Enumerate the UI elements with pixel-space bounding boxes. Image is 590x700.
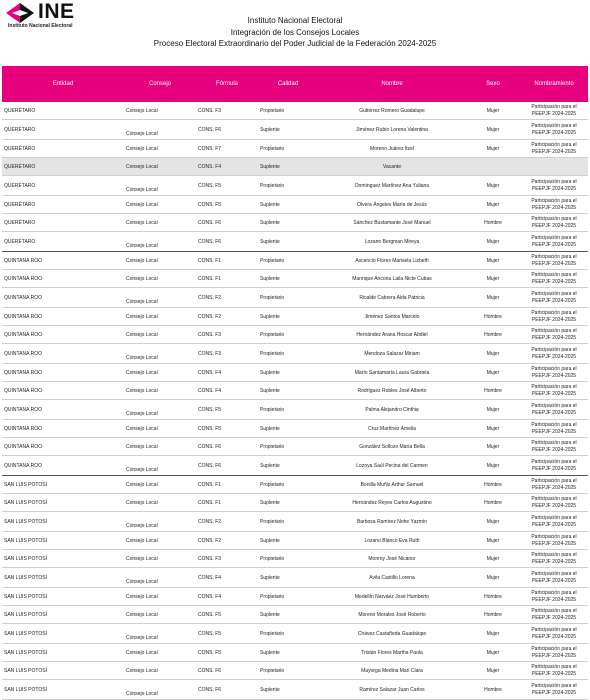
cell-nombramiento: Participación para el PEEPJF 2024-2025 <box>520 624 588 644</box>
cell-calidad: Propietario <box>258 344 318 364</box>
cell-formula: CONS. F3 <box>196 344 258 364</box>
cell-consejo: Consejo Local <box>124 344 196 364</box>
cell-entidad: QUINTANA ROO <box>2 344 124 364</box>
cell-calidad: Propietario <box>258 476 318 494</box>
cell-nombre: Marín Santamaría Laura Gabriela <box>318 364 466 382</box>
cell-consejo: Consejo Local <box>124 662 196 680</box>
cell-nombramiento: Participación para el PEEPJF 2024-2025 <box>520 568 588 588</box>
cell-formula: CONS. F1 <box>196 494 258 512</box>
column-header-sexo: Sexo <box>466 66 520 102</box>
cell-nombramiento: Participación para el PEEPJF 2024-2025 <box>520 644 588 662</box>
cell-nombramiento: Participación para el PEEPJF 2024-2025 <box>520 512 588 532</box>
cell-sexo: Hombre <box>466 308 520 326</box>
cell-consejo: Consejo Local <box>124 550 196 568</box>
cell-entidad: QUERÉTARO <box>2 232 124 252</box>
cell-formula: CONS. F6 <box>196 214 258 232</box>
cell-sexo: Hombre <box>466 326 520 344</box>
cell-entidad: SAN LUIS POTOSÍ <box>2 644 124 662</box>
column-header-consejo: Consejo <box>124 66 196 102</box>
cell-entidad: QUINTANA ROO <box>2 456 124 476</box>
cell-calidad: Suplente <box>258 158 318 176</box>
table-header-row <box>2 66 588 102</box>
header-line-1: Instituto Nacional Electoral <box>247 16 343 25</box>
cell-consejo: Consejo Local <box>124 326 196 344</box>
cell-sexo: Mujer <box>466 532 520 550</box>
cell-consejo: Consejo Local <box>124 102 196 120</box>
cell-calidad: Suplente <box>258 120 318 140</box>
cell-formula: CONS. F4 <box>196 568 258 588</box>
cell-entidad: QUINTANA ROO <box>2 382 124 400</box>
cell-sexo: Mujer <box>466 102 520 120</box>
cell-consejo: Consejo Local <box>124 382 196 400</box>
cell-formula: CONS. F5 <box>196 624 258 644</box>
cell-nombramiento: Participación para el PEEPJF 2024-2025 <box>520 456 588 476</box>
cell-calidad: Propietario <box>258 102 318 120</box>
cell-nombre: Bonilla Muñiz Arthur Samuel <box>318 476 466 494</box>
cell-sexo: Hombre <box>466 214 520 232</box>
cell-consejo: Consejo Local <box>124 456 196 476</box>
cell-entidad: SAN LUIS POTOSÍ <box>2 476 124 494</box>
cell-nombramiento: Participación para el PEEPJF 2024-2025 <box>520 252 588 270</box>
cell-calidad: Propietario <box>258 326 318 344</box>
cell-consejo: Consejo Local <box>124 494 196 512</box>
table-row <box>2 512 588 532</box>
cell-formula: CONS. F1 <box>196 252 258 270</box>
cell-sexo: Mujer <box>466 400 520 420</box>
cell-sexo: Mujer <box>466 438 520 456</box>
cell-calidad: Suplente <box>258 456 318 476</box>
cell-sexo: Mujer <box>466 364 520 382</box>
cell-nombramiento: Participación para el PEEPJF 2024-2025 <box>520 102 588 120</box>
cell-consejo: Consejo Local <box>124 140 196 158</box>
cell-entidad: QUINTANA ROO <box>2 252 124 270</box>
cell-sexo: Mujer <box>466 176 520 196</box>
cell-consejo: Consejo Local <box>124 232 196 252</box>
cell-formula: CONS. F5 <box>196 176 258 196</box>
cell-consejo: Consejo Local <box>124 644 196 662</box>
cell-nombre: Tristán Flores Martha Paola <box>318 644 466 662</box>
table-row <box>2 288 588 308</box>
cell-consejo: Consejo Local <box>124 532 196 550</box>
cell-consejo: Consejo Local <box>124 120 196 140</box>
cell-sexo: Hombre <box>466 680 520 700</box>
cell-nombramiento: Participación para el PEEPJF 2024-2025 <box>520 382 588 400</box>
column-header-calidad: Calidad <box>258 66 318 102</box>
cell-nombramiento: Participación para el PEEPJF 2024-2025 <box>520 550 588 568</box>
cell-sexo: Mujer <box>466 550 520 568</box>
cell-calidad: Propietario <box>258 288 318 308</box>
cell-formula: CONS. F5 <box>196 196 258 214</box>
cell-nombre: Hernández Reyes Carlos Augustino <box>318 494 466 512</box>
cell-sexo: Mujer <box>466 624 520 644</box>
cell-calidad: Suplente <box>258 606 318 624</box>
cell-entidad: SAN LUIS POTOSÍ <box>2 494 124 512</box>
cell-sexo: Mujer <box>466 344 520 364</box>
cell-nombre: González Sollozo María Bella <box>318 438 466 456</box>
cell-formula: CONS. F3 <box>196 326 258 344</box>
table-row <box>2 214 588 232</box>
table-row <box>2 270 588 288</box>
column-header-formula: Fórmula <box>196 66 258 102</box>
cell-formula: CONS. F2 <box>196 308 258 326</box>
table-row <box>2 102 588 120</box>
cell-entidad: QUERÉTARO <box>2 158 124 176</box>
cell-sexo: Mujer <box>466 568 520 588</box>
header-line-2: Integración de los Consejos Locales <box>230 27 360 37</box>
cell-entidad: QUERÉTARO <box>2 214 124 232</box>
cell-formula: CONS. F5 <box>196 606 258 624</box>
cell-nombramiento <box>520 158 588 176</box>
table-row <box>2 400 588 420</box>
cell-sexo: Hombre <box>466 588 520 606</box>
cell-nombre: Gutiérrez Romero Guadalupe <box>318 102 466 120</box>
table-row <box>2 120 588 140</box>
cell-consejo: Consejo Local <box>124 476 196 494</box>
cell-nombramiento: Participación para el PEEPJF 2024-2025 <box>520 288 588 308</box>
cell-nombre: Medellín Narváez José Humberto <box>318 588 466 606</box>
cell-entidad: QUINTANA ROO <box>2 364 124 382</box>
column-header-entidad: Entidad <box>2 66 124 102</box>
table-row <box>2 568 588 588</box>
table-row <box>2 176 588 196</box>
cell-formula: CONS. F2 <box>196 288 258 308</box>
cell-nombramiento: Participación para el PEEPJF 2024-2025 <box>520 364 588 382</box>
cell-nombramiento: Participación para el PEEPJF 2024-2025 <box>520 214 588 232</box>
cell-sexo: Hombre <box>466 382 520 400</box>
cell-nombre: Mendoza Salazar Miriam <box>318 344 466 364</box>
cell-entidad: QUERÉTARO <box>2 196 124 214</box>
cell-consejo: Consejo Local <box>124 624 196 644</box>
cell-formula: CONS. F6 <box>196 232 258 252</box>
table-row <box>2 232 588 252</box>
table-row <box>2 382 588 400</box>
cell-consejo: Consejo Local <box>124 176 196 196</box>
cell-nombre: Jiménez Rubio Lorena Valentina <box>318 120 466 140</box>
cell-nombre: Barbosa Ramírez Nohe Yazmín <box>318 512 466 532</box>
cell-sexo <box>466 158 520 176</box>
cell-sexo: Mujer <box>466 252 520 270</box>
cell-calidad: Propietario <box>258 438 318 456</box>
cell-nombre: Ramírez Salazar Juan Carlos <box>318 680 466 700</box>
table-row <box>2 308 588 326</box>
cell-nombre: Palma Alejandro Cinthia <box>318 400 466 420</box>
cell-consejo: Consejo Local <box>124 400 196 420</box>
cell-formula: CONS. F4 <box>196 364 258 382</box>
cell-formula: CONS. F7 <box>196 140 258 158</box>
table-row <box>2 158 588 176</box>
cell-entidad: SAN LUIS POTOSÍ <box>2 588 124 606</box>
consejos-table <box>2 66 588 700</box>
cell-formula: CONS. F3 <box>196 550 258 568</box>
cell-nombramiento: Participación para el PEEPJF 2024-2025 <box>520 588 588 606</box>
cell-sexo: Mujer <box>466 196 520 214</box>
cell-calidad: Suplente <box>258 232 318 252</box>
cell-formula: CONS. F6 <box>196 456 258 476</box>
cell-consejo: Consejo Local <box>124 158 196 176</box>
cell-consejo: Consejo Local <box>124 364 196 382</box>
cell-nombramiento: Participación para el PEEPJF 2024-2025 <box>520 532 588 550</box>
cell-nombre: Manrique Ancona Laila Nicte Cubas <box>318 270 466 288</box>
cell-calidad: Suplente <box>258 680 318 700</box>
cell-entidad: QUINTANA ROO <box>2 438 124 456</box>
cell-nombre: Sánchez Bustamante José Manuel <box>318 214 466 232</box>
cell-nombre: Domínguez Martínez Ana Yuliana <box>318 176 466 196</box>
cell-nombre: Moreno Morales José Roberto <box>318 606 466 624</box>
cell-sexo: Mujer <box>466 140 520 158</box>
cell-nombramiento: Participación para el PEEPJF 2024-2025 <box>520 438 588 456</box>
cell-consejo: Consejo Local <box>124 438 196 456</box>
cell-entidad: QUINTANA ROO <box>2 420 124 438</box>
cell-sexo: Hombre <box>466 606 520 624</box>
cell-nombramiento: Participación para el PEEPJF 2024-2025 <box>520 326 588 344</box>
cell-sexo: Hombre <box>466 476 520 494</box>
cell-calidad: Propietario <box>258 176 318 196</box>
cell-entidad: QUERÉTARO <box>2 120 124 140</box>
table-row <box>2 680 588 700</box>
cell-consejo: Consejo Local <box>124 680 196 700</box>
cell-nombre: Chávez Castañeda Guadalupe <box>318 624 466 644</box>
cell-entidad: SAN LUIS POTOSÍ <box>2 568 124 588</box>
header-line-3: Proceso Electoral Extraordinario del Poder Judicial de la Federación 2024-2025 <box>153 39 437 48</box>
cell-entidad: QUINTANA ROO <box>2 308 124 326</box>
cell-formula: CONS. F5 <box>196 400 258 420</box>
cell-nombre: Avila Castillo Lorena <box>318 568 466 588</box>
cell-formula: CONS. F1 <box>196 270 258 288</box>
cell-formula: CONS. F5 <box>196 420 258 438</box>
cell-calidad: Suplente <box>258 644 318 662</box>
cell-nombramiento: Participación para el PEEPJF 2024-2025 <box>520 120 588 140</box>
table-row <box>2 196 588 214</box>
table-row <box>2 252 588 270</box>
cell-consejo: Consejo Local <box>124 568 196 588</box>
cell-formula: CONS. F6 <box>196 120 258 140</box>
cell-sexo: Mujer <box>466 270 520 288</box>
cell-consejo: Consejo Local <box>124 252 196 270</box>
cell-calidad: Propietario <box>258 624 318 644</box>
cell-nombre: Cruz Martínez Amelia <box>318 420 466 438</box>
cell-formula: CONS. F2 <box>196 512 258 532</box>
cell-consejo: Consejo Local <box>124 214 196 232</box>
cell-nombre: Lozoya Saúl Pecina del Carmen <box>318 456 466 476</box>
cell-sexo: Mujer <box>466 420 520 438</box>
cell-nombramiento: Participación para el PEEPJF 2024-2025 <box>520 232 588 252</box>
cell-sexo: Mujer <box>466 662 520 680</box>
cell-formula: CONS. F4 <box>196 382 258 400</box>
cell-sexo: Mujer <box>466 232 520 252</box>
cell-entidad: SAN LUIS POTOSÍ <box>2 512 124 532</box>
cell-nombramiento: Participación para el PEEPJF 2024-2025 <box>520 176 588 196</box>
table-row <box>2 550 588 568</box>
cell-calidad: Suplente <box>258 308 318 326</box>
table-row <box>2 344 588 364</box>
cell-nombre: Ascencio Flores Marisela Lizbeth <box>318 252 466 270</box>
table-row <box>2 326 588 344</box>
cell-entidad: SAN LUIS POTOSÍ <box>2 532 124 550</box>
cell-nombre: Mayorga Medina Mari Clara <box>318 662 466 680</box>
cell-calidad: Suplente <box>258 364 318 382</box>
cell-nombre: Lozano Blanco Eva Ruth <box>318 532 466 550</box>
cell-calidad: Suplente <box>258 382 318 400</box>
table-row <box>2 532 588 550</box>
cell-nombramiento: Participación para el PEEPJF 2024-2025 <box>520 308 588 326</box>
cell-nombramiento: Participación para el PEEPJF 2024-2025 <box>520 400 588 420</box>
cell-entidad: QUERÉTARO <box>2 140 124 158</box>
cell-calidad: Suplente <box>258 270 318 288</box>
cell-nombre: Monroy José Nicanor <box>318 550 466 568</box>
cell-calidad: Suplente <box>258 420 318 438</box>
table-row <box>2 494 588 512</box>
column-header-nombre: Nombre <box>318 66 466 102</box>
cell-consejo: Consejo Local <box>124 270 196 288</box>
cell-formula: CONS. F2 <box>196 532 258 550</box>
cell-nombre: Hernández Arana Hoscar Abdiel <box>318 326 466 344</box>
table-row <box>2 140 588 158</box>
column-header-nombramiento: Nombramiento <box>520 66 588 102</box>
cell-sexo: Mujer <box>466 288 520 308</box>
cell-nombramiento: Participación para el PEEPJF 2024-2025 <box>520 494 588 512</box>
cell-nombramiento: Participación para el PEEPJF 2024-2025 <box>520 196 588 214</box>
cell-formula: CONS. F3 <box>196 102 258 120</box>
cell-sexo: Hombre <box>466 494 520 512</box>
cell-calidad: Propietario <box>258 662 318 680</box>
cell-consejo: Consejo Local <box>124 196 196 214</box>
cell-nombramiento: Participación para el PEEPJF 2024-2025 <box>520 140 588 158</box>
cell-nombramiento: Participación para el PEEPJF 2024-2025 <box>520 606 588 624</box>
cell-calidad: Propietario <box>258 550 318 568</box>
cell-nombramiento: Participación para el PEEPJF 2024-2025 <box>520 680 588 700</box>
table-row <box>2 438 588 456</box>
logo-name: INE <box>38 0 75 23</box>
cell-calidad: Propietario <box>258 252 318 270</box>
cell-entidad: QUERÉTARO <box>2 102 124 120</box>
cell-entidad: SAN LUIS POTOSÍ <box>2 680 124 700</box>
cell-nombre: Olvera Ángeles María de Jesús <box>318 196 466 214</box>
logo-subtitle: Instituto Nacional Electoral <box>8 23 73 29</box>
cell-entidad: QUINTANA ROO <box>2 288 124 308</box>
cell-formula: CONS. F6 <box>196 680 258 700</box>
cell-calidad: Suplente <box>258 494 318 512</box>
table-row <box>2 624 588 644</box>
cell-entidad: QUERÉTARO <box>2 176 124 196</box>
table-row <box>2 456 588 476</box>
cell-calidad: Propietario <box>258 400 318 420</box>
cell-calidad: Propietario <box>258 512 318 532</box>
cell-entidad: SAN LUIS POTOSÍ <box>2 606 124 624</box>
cell-entidad: SAN LUIS POTOSÍ <box>2 624 124 644</box>
table-row <box>2 420 588 438</box>
cell-calidad: Suplente <box>258 196 318 214</box>
cell-consejo: Consejo Local <box>124 288 196 308</box>
cell-formula: CONS. F1 <box>196 476 258 494</box>
cell-nombramiento: Participación para el PEEPJF 2024-2025 <box>520 662 588 680</box>
cell-nombre: Lozano Bergman Mireya <box>318 232 466 252</box>
cell-nombramiento: Participación para el PEEPJF 2024-2025 <box>520 476 588 494</box>
cell-nombramiento: Participación para el PEEPJF 2024-2025 <box>520 344 588 364</box>
cell-formula: CONS. F4 <box>196 158 258 176</box>
cell-formula: CONS. F4 <box>196 588 258 606</box>
cell-consejo: Consejo Local <box>124 420 196 438</box>
cell-consejo: Consejo Local <box>124 512 196 532</box>
cell-formula: CONS. F5 <box>196 644 258 662</box>
cell-sexo: Mujer <box>466 512 520 532</box>
cell-entidad: SAN LUIS POTOSÍ <box>2 662 124 680</box>
table-row <box>2 476 588 494</box>
cell-nombre: Moreno Juárez Itzel <box>318 140 466 158</box>
cell-nombre: Rodríguez Robles José Alberto <box>318 382 466 400</box>
cell-calidad: Suplente <box>258 214 318 232</box>
cell-nombramiento: Participación para el PEEPJF 2024-2025 <box>520 270 588 288</box>
table-row <box>2 644 588 662</box>
cell-sexo: Mujer <box>466 120 520 140</box>
cell-calidad: Propietario <box>258 588 318 606</box>
table-row <box>2 606 588 624</box>
table-row <box>2 588 588 606</box>
cell-sexo: Mujer <box>466 644 520 662</box>
cell-entidad: QUINTANA ROO <box>2 326 124 344</box>
cell-entidad: QUINTANA ROO <box>2 270 124 288</box>
cell-nombramiento: Participación para el PEEPJF 2024-2025 <box>520 420 588 438</box>
cell-nombre: Jiménez Santos Marcelo <box>318 308 466 326</box>
cell-nombre: Vacante <box>318 158 466 176</box>
cell-entidad: SAN LUIS POTOSÍ <box>2 550 124 568</box>
cell-consejo: Consejo Local <box>124 588 196 606</box>
cell-sexo: Mujer <box>466 456 520 476</box>
cell-calidad: Propietario <box>258 140 318 158</box>
cell-calidad: Suplente <box>258 532 318 550</box>
cell-nombre: Ricalde Cabrera Aida Patricia <box>318 288 466 308</box>
document-header <box>0 15 590 50</box>
cell-consejo: Consejo Local <box>124 606 196 624</box>
cell-formula: CONS. F6 <box>196 438 258 456</box>
table-body <box>2 102 588 700</box>
cell-consejo: Consejo Local <box>124 308 196 326</box>
cell-calidad: Suplente <box>258 568 318 588</box>
cell-entidad: QUINTANA ROO <box>2 400 124 420</box>
table-row <box>2 364 588 382</box>
table-row <box>2 662 588 680</box>
cell-formula: CONS. F6 <box>196 662 258 680</box>
